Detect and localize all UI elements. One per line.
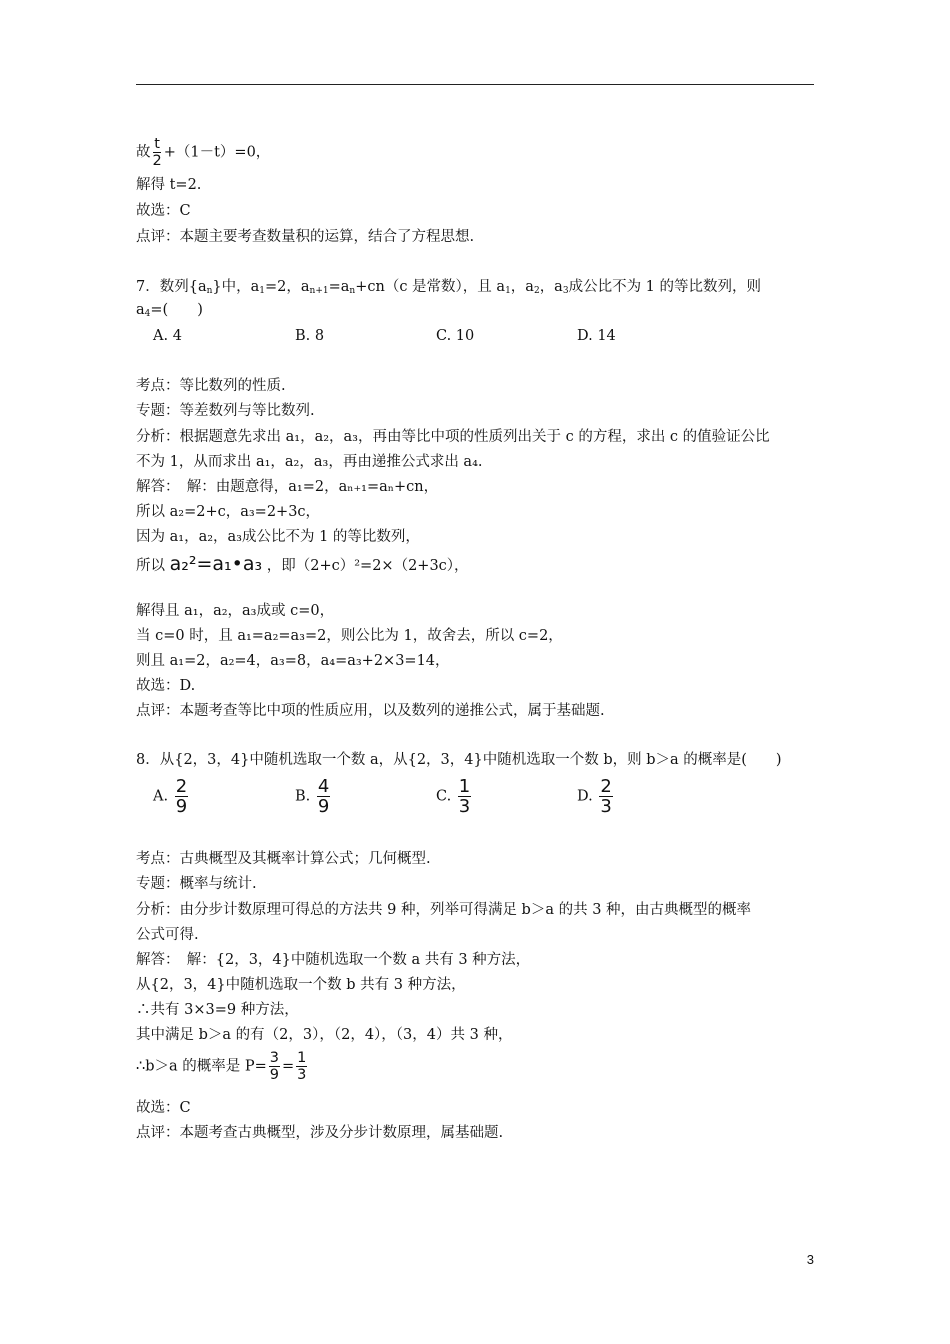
- header-rule: [136, 84, 814, 85]
- solution-line: 从{2，3，4}中随机选取一个数 b 共有 3 种方法，: [136, 977, 466, 993]
- option-b: B. $\frac{4}{9}$: [295, 776, 330, 817]
- option-c: C. $\frac{1}{3}$: [436, 776, 471, 817]
- option-c: C. 10: [436, 328, 475, 344]
- answer-line: 故选：C: [136, 1100, 191, 1116]
- option-b: B. 8: [295, 328, 325, 344]
- option-a: A. 4: [153, 328, 182, 344]
- solution-line: 其中满足 b＞a 的有（2，3），（2，4），（3，4）共 3 种，: [136, 1027, 513, 1043]
- solution-line: ∴共有 3×3=9 种方法，: [136, 1002, 299, 1018]
- answer-line: 故选：C: [136, 203, 191, 219]
- text: 故: [136, 144, 151, 161]
- formula: a₂²=a₁•a₃: [169, 553, 263, 575]
- comment-line: 点评：本题主要考查数量积的运算，结合了方程思想.: [136, 229, 475, 245]
- kaodian-line: 考点：等比数列的性质.: [136, 378, 286, 394]
- jieda-line: 解答： 解：{2，3，4}中随机选取一个数 a 共有 3 种方法，: [136, 952, 531, 968]
- question-8-stem: 8．从{2，3，4}中随机选取一个数 a，从{2，3，4}中随机选取一个数 b，则 b＞a 的概率是( ): [136, 752, 782, 768]
- zhuanti-line: 专题：等差数列与等比数列.: [136, 403, 315, 419]
- solution-line: 所以 a₂²=a₁•a₃ ，即（2+c）²=2×（2+3c），: [136, 553, 469, 575]
- solution-line: 所以 a₂=2+c，a₃=2+3c，: [136, 504, 321, 520]
- solution-line: [136, 136, 270, 169]
- solution-line: ∴b＞a 的概率是 P= $\frac{3}{9}$ = $\frac{1}{3}$: [136, 1050, 307, 1083]
- jieda-line: 解答： 解：由题意得，a₁=2，aₙ₊₁=aₙ+cn，: [136, 479, 439, 495]
- comment-line: 点评：本题考查古典概型，涉及分步计数原理，属基础题.: [136, 1125, 504, 1141]
- comment-line: 点评：本题考查等比中项的性质应用，以及数列的递推公式，属于基础题.: [136, 703, 605, 719]
- fraction: $\frac{1}{3}$: [297, 1050, 307, 1083]
- page-number: 3: [806, 1252, 814, 1267]
- zhuanti-line: 专题：概率与统计.: [136, 876, 257, 892]
- question-7-stem-cont: $a_4=$( ): [136, 302, 203, 319]
- answer-line: 故选：D.: [136, 678, 196, 694]
- solution-line: 当 c=0 时，且 a₁=a₂=a₃=2，则公比为 1，故舍去，所以 c=2，: [136, 628, 563, 644]
- question-7-stem: 7．数列$\{a_n\}$中，$a_1=2$，$a_{n+1}=a_n+cn(c$ 是常数），且 $a_1$，$a_2$，$a_3$成公比不为 1 的等比数列，则: [136, 279, 762, 296]
- option-d: D. $\frac{2}{3}$: [577, 776, 612, 817]
- solution-line: 解得且 a₁，a₂，a₃成或 c=0，: [136, 603, 335, 619]
- fenxi-line: 公式可得.: [136, 927, 199, 943]
- fraction: $\frac{t}{2}$: [152, 136, 162, 169]
- text: +（1－t）=0，: [163, 144, 271, 161]
- solution-line: 则且 a₁=2，a₂=4，a₃=8，a₄=a₃+2×3=14，: [136, 653, 450, 669]
- option-a: A. $\frac{2}{9}$: [153, 776, 188, 817]
- fraction: $\frac{3}{9}$: [269, 1050, 280, 1083]
- solution-line: 因为 a₁，a₂，a₃成公比不为 1 的等比数列，: [136, 529, 420, 545]
- fenxi-line: 分析：根据题意先求出 a₁，a₂，a₃，再由等比中项的性质列出关于 c 的方程，求出 c 的值验证公比: [136, 429, 770, 445]
- kaodian-line: 考点：古典概型及其概率计算公式；几何概型.: [136, 851, 431, 867]
- fenxi-line: 不为 1，从而求出 a₁，a₂，a₃，再由递推公式求出 a₄.: [136, 454, 483, 470]
- fenxi-line: 分析：由分步计数原理可得总的方法共 9 种，列举可得满足 b＞a 的共 3 种，由古典概型的概率: [136, 902, 752, 918]
- solution-line: 解得 t=2.: [136, 177, 202, 193]
- option-d: D. 14: [577, 328, 616, 344]
